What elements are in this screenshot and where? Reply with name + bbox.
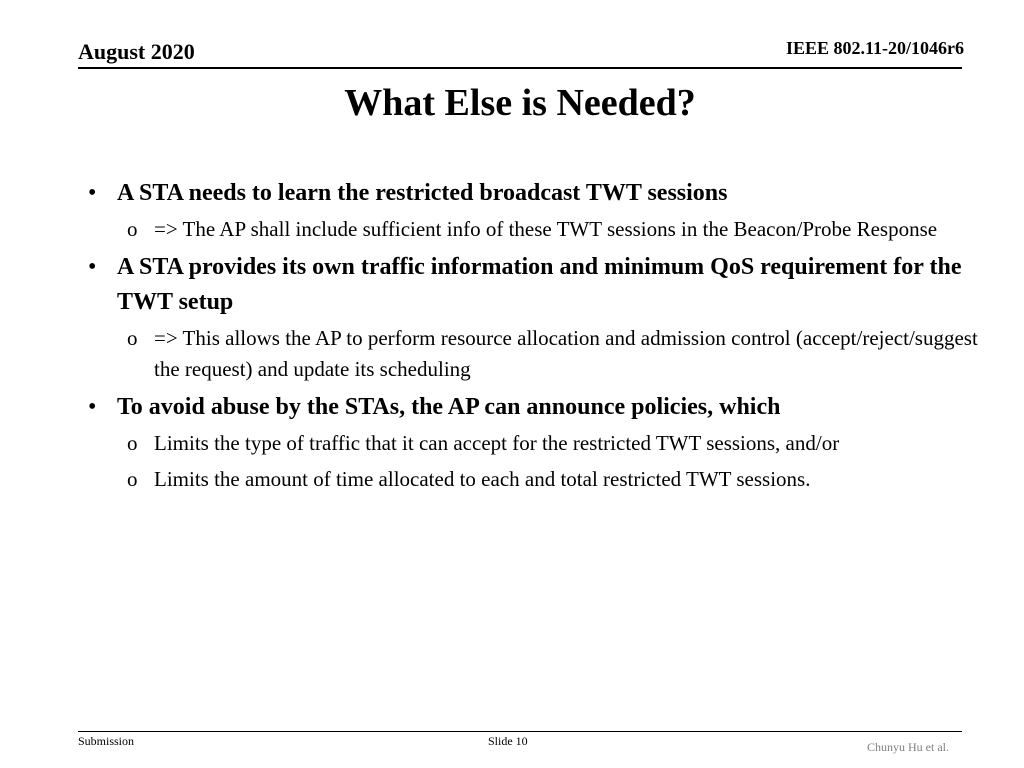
header-divider bbox=[78, 67, 962, 69]
footer-divider bbox=[78, 731, 962, 732]
footer-submission: Submission bbox=[78, 734, 135, 748]
header-document-id: IEEE 802.11-20/1046r6 bbox=[785, 38, 964, 58]
bullet-item bbox=[86, 390, 986, 425]
bullet-dot-icon: • bbox=[88, 180, 97, 206]
sub-bullet-item bbox=[86, 464, 986, 495]
sub-bullet-item bbox=[86, 214, 986, 245]
bullet-item bbox=[86, 250, 986, 320]
sub-bullet-item bbox=[86, 323, 986, 385]
sub-list bbox=[86, 323, 986, 385]
sub-bullet-circle-icon: o bbox=[127, 217, 138, 241]
bullet-text: A STA provides its own traffic information and minimum QoS requirement for the TWT setup bbox=[117, 254, 962, 315]
sub-bullet-circle-icon: o bbox=[127, 431, 138, 455]
header-date: August 2020 bbox=[78, 39, 195, 64]
slide-body bbox=[86, 176, 986, 500]
bullet-item bbox=[86, 176, 986, 211]
sub-bullet-circle-icon: o bbox=[127, 326, 138, 350]
sub-bullet-text: => The AP shall include sufficient info of these TWT sessions in the Beacon/Probe Response bbox=[154, 217, 938, 241]
sub-bullet-circle-icon: o bbox=[127, 467, 138, 491]
bullet-dot-icon: • bbox=[88, 394, 97, 420]
sub-bullet-text: Limits the amount of time allocated to each and total restricted TWT sessions. bbox=[154, 467, 811, 491]
footer-slide-number: Slide 10 bbox=[488, 734, 528, 748]
footer-author: Chunyu Hu et al. bbox=[867, 740, 949, 754]
sub-list bbox=[86, 428, 986, 495]
sub-bullet-item bbox=[86, 428, 986, 459]
bullet-dot-icon: • bbox=[88, 254, 97, 280]
bullet-text: To avoid abuse by the STAs, the AP can announce policies, which bbox=[117, 394, 781, 420]
slide-title: What Else is Needed? bbox=[344, 82, 696, 124]
sub-bullet-text: => This allows the AP to perform resource allocation and admission control (accept/reject/suggest the request) and update its scheduling bbox=[154, 326, 978, 381]
sub-bullet-text: Limits the type of traffic that it can accept for the restricted TWT sessions, and/or bbox=[154, 431, 840, 455]
bullet-text: A STA needs to learn the restricted broadcast TWT sessions bbox=[117, 180, 728, 206]
sub-list bbox=[86, 214, 986, 245]
